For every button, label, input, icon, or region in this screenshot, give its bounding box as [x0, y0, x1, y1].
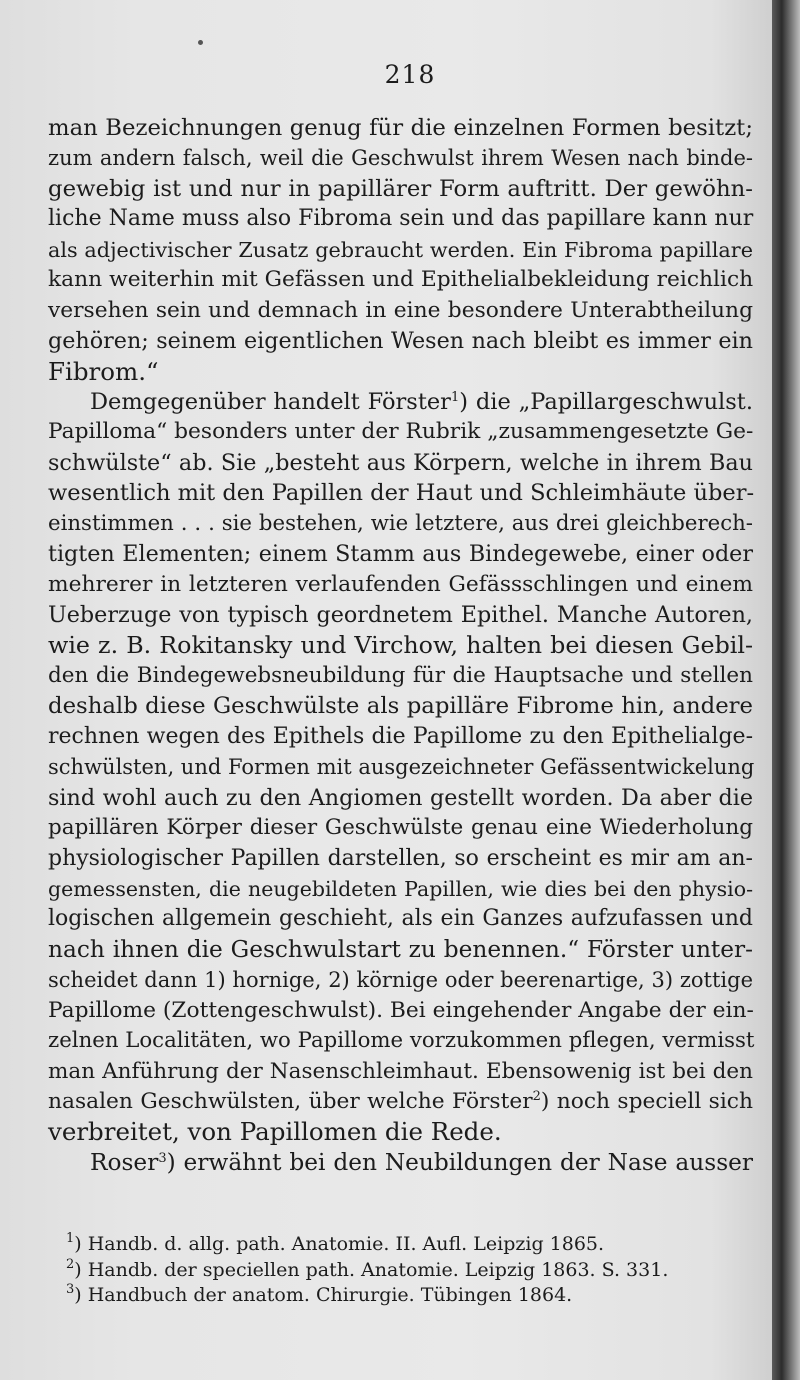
text-line: scheidet dann 1) hornige, 2) körnige oder beerenartige, 3) zottige [48, 968, 753, 993]
text-line: verbreitet, von Papillomen die Rede. [48, 1117, 502, 1147]
text-line: papillären Körper dieser Geschwülste genau eine Wiederholung [48, 815, 753, 841]
text-line: zum andern falsch, weil die Geschwulst ihrem Wesen nach binde- [48, 146, 753, 171]
text-line: sind wohl auch zu den Angiomen gestellt worden. Da aber die [48, 784, 753, 811]
text-line: wesentlich mit den Papillen der Haut und Schleimhäute über- [48, 480, 755, 507]
text-line: zelnen Localitäten, wo Papillome vorzukommen pflegen, vermisst [48, 1028, 755, 1054]
book-binding-edge [772, 0, 800, 1380]
text-line: Ueberzuge von typisch geordnetem Epithel. Manche Autoren, [48, 602, 753, 628]
footnote-marker: 2 [66, 1256, 75, 1272]
text-line: deshalb diese Geschwülste als papilläre Fibrome hin, andere [48, 693, 753, 720]
text-line: physiologischer Papillen darstellen, so erscheint es mir am an- [48, 845, 753, 871]
text-line: schwülste“ ab. Sie „besteht aus Körpern, welche in ihrem Bau [48, 449, 753, 476]
footnote-ref: 2 [532, 1089, 541, 1104]
text-line: logischen allgemein geschieht, als ein Ganzes aufzufassen und [48, 906, 753, 932]
footnotes [66, 1232, 706, 1309]
text-line: Fibrom.“ [48, 356, 159, 386]
line-text: ) die „Papillargeschwulst. [459, 388, 753, 415]
footnote-ref: 1 [450, 389, 460, 405]
text-line: mehrerer in letzteren verlaufenden Gefässschlingen und einem [48, 571, 753, 597]
footnote [66, 1258, 706, 1284]
footnote-marker: 3 [66, 1282, 75, 1297]
text-line: schwülsten, und Formen mit ausgezeichneter Gefässentwickelung [48, 755, 755, 780]
text-line: nach ihnen die Geschwulstart zu benennen.“ Förster unter- [48, 935, 753, 963]
text-line: Papilloma“ besonders unter der Rubrik „zusammengesetzte Ge- [48, 419, 754, 445]
text-line: den die Bindegewebsneubildung für die Hauptsache und stellen [48, 662, 753, 688]
body-text [48, 113, 753, 1178]
line-text: Roser [90, 1148, 159, 1176]
footnote-text: ) Handbuch der anatom. Chirurgie. Tübingen 1864. [74, 1284, 573, 1306]
text-line: kann weiterhin mit Gefässen und Epithelialbekleidung reichlich [48, 267, 754, 293]
text-line-paragraph-start [48, 1148, 753, 1178]
line-text: Demgegenüber handelt Förster [90, 388, 451, 415]
text-line [48, 1087, 753, 1117]
line-text: nasalen Geschwülsten, über welche Förster [48, 1089, 533, 1114]
text-line: wie z. B. Rokitansky und Virchow, halten bei diesen Gebil- [48, 631, 753, 660]
footnote [66, 1283, 706, 1309]
footnote [66, 1232, 706, 1258]
footnote-text: ) Handb. d. allg. path. Anatomie. II. Aufl. Leipzig 1865. [74, 1233, 605, 1255]
text-line: gewebig ist und nur in papillärer Form auftritt. Der gewöhn- [48, 175, 753, 202]
text-line: als adjectivischer Zusatz gebraucht werden. Ein Fibroma papillare [48, 237, 753, 262]
footnote-ref: 3 [158, 1150, 167, 1166]
ink-speck [198, 40, 203, 45]
text-line: gehören; seinem eigentlichen Wesen nach bleibt es immer ein [48, 328, 753, 355]
page-number: 218 [384, 60, 436, 89]
text-line: gemessensten, die neugebildeten Papillen, wie dies bei den physio- [48, 876, 753, 901]
footnote-text: ) Handb. der speciellen path. Anatomie. Leipzig 1863. S. 331. [74, 1258, 669, 1281]
text-line: tigten Elementen; einem Stamm aus Bindegewebe, einer oder [48, 541, 753, 568]
text-line: man Bezeichnungen genug für die einzelnen Formen besitzt; [48, 115, 753, 141]
text-line-paragraph-start [48, 387, 753, 417]
text-line: versehen sein und demnach in eine besondere Unterabtheilung [48, 297, 753, 323]
text-line: rechnen wegen des Epithels die Papillome zu den Epithelialge- [48, 723, 753, 749]
text-line: man Anführung der Nasenschleimhaut. Ebensowenig ist bei den [48, 1058, 753, 1084]
text-line: Papillome (Zottengeschwulst). Bei eingehender Angabe der ein- [48, 997, 754, 1023]
text-line: liche Name muss also Fibroma sein und das papillare kann nur [48, 206, 754, 232]
line-text: ) erwähnt bei den Neubildungen der Nase ausser [166, 1148, 753, 1176]
line-text: ) noch speciell sich [540, 1089, 753, 1114]
text-line: einstimmen . . . sie bestehen, wie letztere, aus drei gleichberech- [48, 510, 753, 536]
footnote-marker: 1 [66, 1231, 75, 1246]
